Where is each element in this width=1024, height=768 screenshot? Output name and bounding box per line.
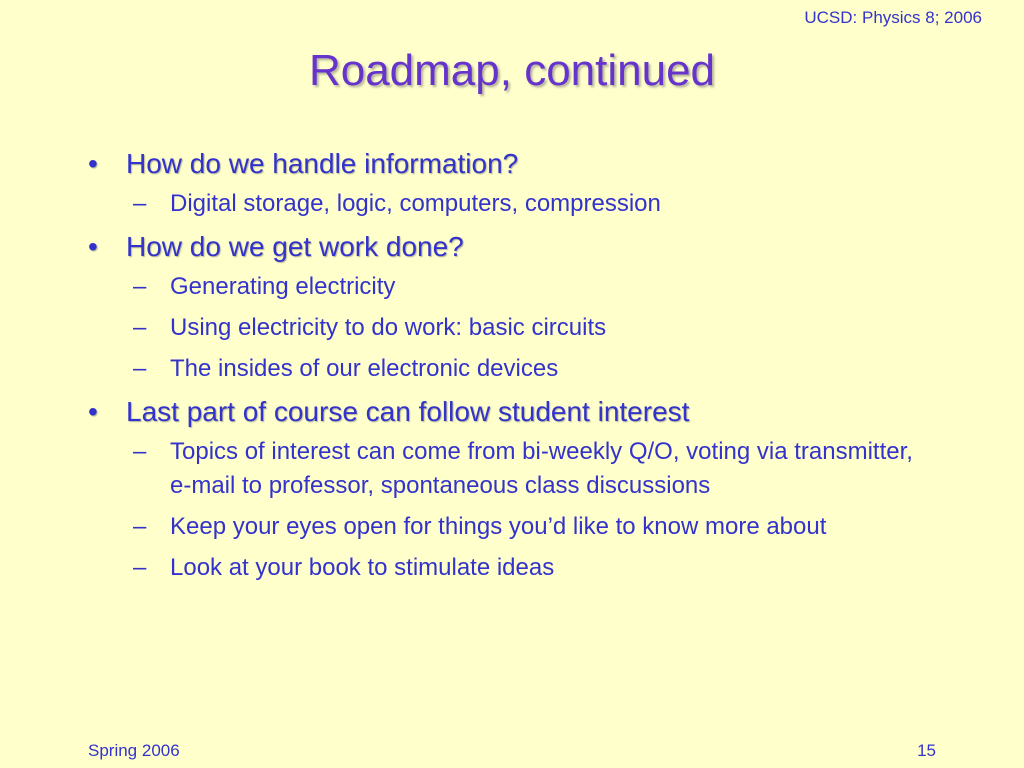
sub-item [133, 187, 918, 221]
bullet-item [88, 394, 918, 430]
dash-marker: – [133, 273, 147, 300]
sub-item-text: Look at your book to stimulate ideas [170, 554, 555, 581]
bullet-item [88, 146, 918, 182]
bullet-list [88, 146, 918, 592]
sub-item-text: Topics of interest can come from bi-weekly Q/O, voting via transmitter, e-mail to professor, spontaneous class discussions [170, 438, 913, 499]
sub-item [133, 311, 918, 345]
sub-item-text: Generating electricity [170, 273, 396, 300]
sub-list [88, 435, 918, 585]
sub-item [133, 510, 918, 544]
page-number: 15 [917, 741, 936, 760]
bullet-marker: • [88, 148, 98, 179]
sub-list [88, 187, 918, 221]
sub-item-text: Keep your eyes open for things you’d like to know more about [170, 513, 827, 540]
dash-marker: – [133, 554, 147, 581]
bullet-marker: • [88, 231, 98, 262]
footer-date: Spring 2006 [88, 741, 180, 760]
dash-marker: – [133, 314, 147, 341]
sub-item [133, 352, 918, 386]
slide-title: Roadmap, continued [308, 46, 716, 95]
sub-item-text: The insides of our electronic devices [170, 355, 559, 382]
dash-marker: – [133, 438, 147, 465]
sub-item [133, 551, 918, 585]
bullet-text: How do we get work done? [126, 231, 464, 262]
dash-marker: – [133, 513, 147, 540]
sub-item [133, 270, 918, 304]
sub-item-text: Using electricity to do work: basic circuits [170, 314, 607, 341]
dash-marker: – [133, 190, 147, 217]
sub-item [133, 435, 918, 503]
bullet-marker: • [88, 396, 98, 427]
sub-list [88, 270, 918, 386]
bullet-text: How do we handle information? [126, 148, 519, 179]
sub-item-text: Digital storage, logic, computers, compression [170, 190, 661, 217]
bullet-item [88, 229, 918, 265]
dash-marker: – [133, 355, 147, 382]
course-label: UCSD: Physics 8; 2006 [804, 8, 982, 27]
bullet-text: Last part of course can follow student interest [126, 396, 690, 427]
